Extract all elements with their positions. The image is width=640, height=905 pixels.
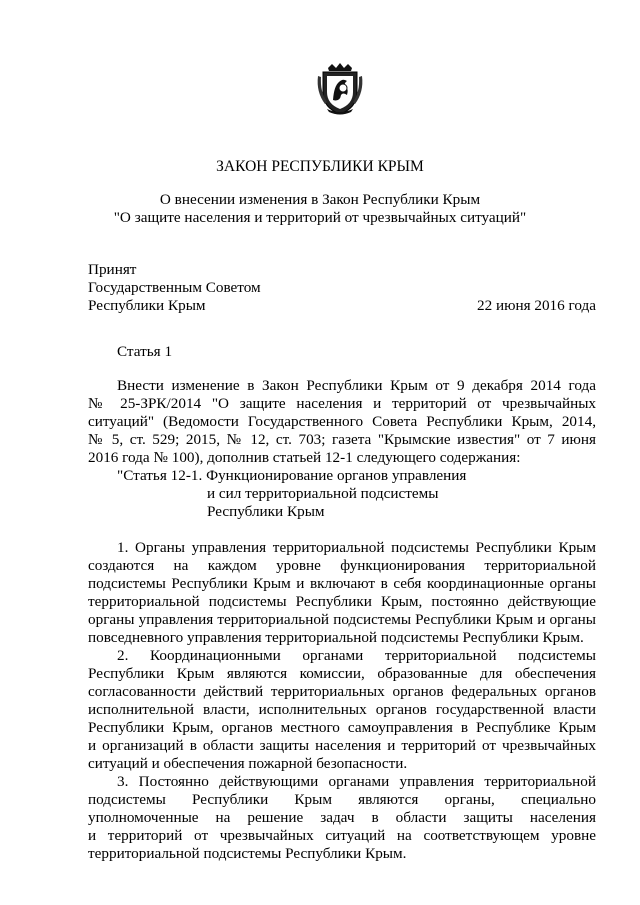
intro-line: Внести изменение в Закон Республики Крым от 9 декабря 2014 года [117, 377, 596, 394]
paragraph-1-line: повседневного управления территориальной подсистемы Республики Крым. [88, 629, 584, 646]
new-article-heading-3: Республики Крым [207, 503, 325, 520]
paragraph-1-line: территориальной подсистемы Республики Крым, постоянно действующие [88, 593, 596, 610]
paragraph-2-line: исполнительной власти, исполнительных органов государственной власти [88, 701, 596, 718]
law-title: ЗАКОН РЕСПУБЛИКИ КРЫМ [216, 158, 424, 175]
adopted-by-republic: Республики Крым [88, 297, 206, 314]
new-article-heading-1: "Статья 12-1. Функционирование органов управления [117, 467, 467, 484]
paragraph-3-line: 3. Постоянно действующими органами управления территориальной [117, 773, 596, 790]
law-subtitle-line-2: "О защите населения и территорий от чрезвычайных ситуаций" [113, 209, 527, 226]
paragraph-1-line: органы управления территориальной подсистемы Республики Крым и органы [88, 611, 596, 628]
crimea-coat-of-arms-icon [315, 62, 365, 116]
paragraph-2-line: ситуаций и обеспечения пожарной безопасности. [88, 755, 408, 772]
paragraph-1-line: создаются на каждом уровне функционирования территориальной [88, 557, 596, 574]
paragraph-3-line: и территорий от чрезвычайных ситуаций на соответствующем уровне [88, 827, 596, 844]
article-heading: Статья 1 [117, 343, 173, 360]
intro-line: № 5, ст. 529; 2015, № 12, ст. 703; газета "Крымские известия" от 7 июня [88, 431, 596, 448]
paragraph-2-line: Республики Крым являются комиссии, образованные для обеспечения [88, 665, 596, 682]
paragraph-1-line: 1. Органы управления территориальной подсистемы Республики Крым [117, 539, 596, 556]
paragraph-3-line: подсистемы Республики Крым являются органы, специально [88, 791, 596, 808]
paragraph-2-line: Республики Крым, органов местного самоуправления в Республике Крым [88, 719, 596, 736]
paragraph-1-line: подсистемы Республики Крым и включают в себя координационные органы [88, 575, 596, 592]
intro-line: ситуаций" (Ведомости Государственного Совета Республики Крым, 2014, [88, 413, 596, 430]
intro-line: № 25-ЗРК/2014 "О защите населения и территорий от чрезвычайных [88, 395, 596, 412]
new-article-heading-2: и сил территориальной подсистемы [207, 485, 439, 502]
adopted-label: Принят [88, 261, 137, 278]
adopted-by-council: Государственным Советом [88, 279, 261, 296]
adoption-date: 22 июня 2016 года [476, 297, 596, 314]
paragraph-2-line: и организаций в области защиты населения и территорий от чрезвычайных [88, 737, 596, 754]
paragraph-3-line: территориальной подсистемы Республики Крым. [88, 845, 407, 862]
intro-line: 2016 года № 100), дополнив статьей 12-1 следующего содержания: [88, 449, 521, 466]
paragraph-3-line: уполномоченные на решение задач в области защиты населения [88, 809, 596, 826]
paragraph-2-line: 2. Координационными органами территориальной подсистемы [117, 647, 596, 664]
paragraph-2-line: согласованности действий территориальных органов федеральных органов [88, 683, 596, 700]
law-subtitle-line-1: О внесении изменения в Закон Республики Крым [159, 191, 481, 208]
